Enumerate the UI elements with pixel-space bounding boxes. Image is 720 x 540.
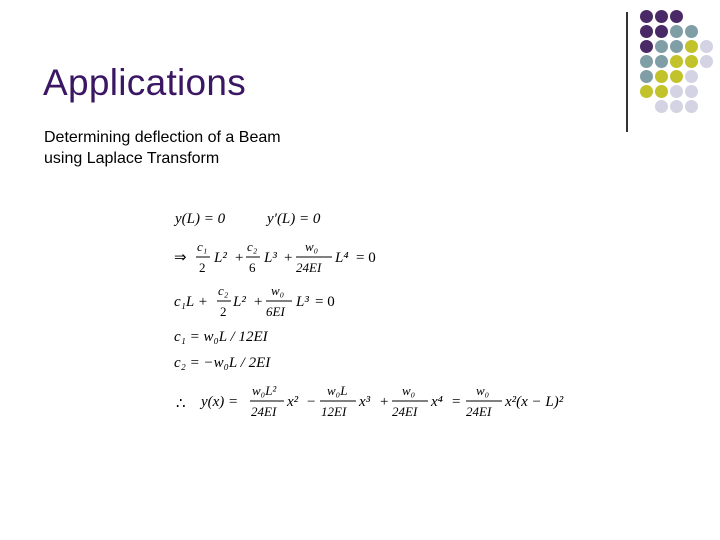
decorative-dot bbox=[640, 10, 653, 23]
term-variable: L³ bbox=[264, 250, 277, 266]
decorative-dot bbox=[655, 40, 668, 53]
equals-zero: = 0 bbox=[315, 294, 335, 310]
decorative-dot bbox=[670, 55, 683, 68]
fraction-denominator: 6 bbox=[249, 260, 256, 275]
term-variable: x² bbox=[287, 394, 299, 410]
implies-symbol: ⇒ bbox=[174, 250, 187, 266]
decorative-dot bbox=[655, 55, 668, 68]
decorative-dot bbox=[640, 70, 653, 83]
term-variable: x³ bbox=[359, 394, 371, 410]
decorative-dot bbox=[670, 70, 683, 83]
operator: + bbox=[380, 394, 389, 410]
boundary-condition-y-prime: y′(L) = 0 bbox=[267, 211, 321, 227]
term-variable: x⁴ bbox=[431, 394, 443, 410]
equation-line-5: c₂ = −w₀L / 2EI bbox=[174, 355, 271, 371]
operator: − bbox=[307, 394, 316, 410]
fraction-denominator: 2 bbox=[199, 260, 206, 275]
fraction-numerator: w₀L bbox=[327, 383, 348, 398]
decorative-dot bbox=[640, 55, 653, 68]
decorative-vertical-line bbox=[626, 12, 628, 132]
operator: + bbox=[254, 294, 263, 310]
decorative-dot bbox=[670, 10, 683, 23]
equation-line-2 bbox=[174, 239, 376, 275]
fraction-denominator: 24EI bbox=[392, 404, 418, 419]
fraction-numerator: w₀L² bbox=[252, 383, 277, 398]
boundary-condition-y: y(L) = 0 bbox=[175, 211, 226, 227]
decorative-dot bbox=[700, 55, 713, 68]
equals-zero: = 0 bbox=[356, 250, 376, 266]
decorative-dot bbox=[685, 55, 698, 68]
equation-line-4: c₁ = w₀L / 12EI bbox=[174, 329, 268, 345]
equals-sign: = bbox=[452, 394, 461, 410]
fraction-numerator: w₀ bbox=[305, 239, 319, 254]
decorative-dot bbox=[685, 100, 698, 113]
decorative-dot bbox=[685, 85, 698, 98]
equation-block bbox=[170, 198, 600, 428]
term-variable: L² bbox=[214, 250, 227, 266]
fraction-denominator: 24EI bbox=[251, 404, 277, 419]
decorative-dot bbox=[640, 85, 653, 98]
slide-subtitle bbox=[44, 127, 364, 169]
decorative-dot bbox=[700, 40, 713, 53]
decorative-dot bbox=[670, 85, 683, 98]
decorative-dot bbox=[670, 40, 683, 53]
fraction-denominator: 12EI bbox=[321, 404, 347, 419]
subtitle-line-1: Determining deflection of a Beam bbox=[44, 129, 281, 146]
term-variable: x²(x − L)² bbox=[505, 394, 564, 410]
fraction-denominator: 24EI bbox=[466, 404, 492, 419]
fraction-denominator: 6EI bbox=[266, 304, 285, 319]
fraction-numerator: c₂ bbox=[218, 283, 229, 298]
operator: + bbox=[284, 250, 293, 266]
equation-line-6 bbox=[176, 383, 564, 419]
term-variable: L⁴ bbox=[335, 250, 349, 266]
term-variable: L³ bbox=[296, 294, 309, 310]
equation-lhs: y(x) = bbox=[201, 394, 239, 410]
decorative-dot bbox=[670, 25, 683, 38]
decorative-dot bbox=[685, 70, 698, 83]
decorative-dot bbox=[685, 25, 698, 38]
decorative-dot bbox=[655, 10, 668, 23]
decorative-dot bbox=[655, 70, 668, 83]
fraction-numerator: w₀ bbox=[402, 383, 416, 398]
operator: + bbox=[235, 250, 244, 266]
slide-title: Applications bbox=[43, 62, 247, 103]
fraction-numerator: w₀ bbox=[476, 383, 490, 398]
therefore-symbol: ∴ bbox=[176, 396, 186, 412]
equation-line-1 bbox=[173, 211, 321, 227]
decorative-dot bbox=[655, 85, 668, 98]
decorative-dot bbox=[655, 100, 668, 113]
decorative-dot bbox=[670, 100, 683, 113]
fraction-denominator: 24EI bbox=[296, 260, 322, 275]
fraction-denominator: 2 bbox=[220, 304, 227, 319]
term-variable: L² bbox=[233, 294, 246, 310]
fraction-numerator: c₁ bbox=[197, 239, 208, 254]
equation-line-3 bbox=[174, 283, 335, 319]
decorative-dot bbox=[655, 25, 668, 38]
decorative-dot bbox=[640, 25, 653, 38]
subtitle-line-2: using Laplace Transform bbox=[44, 150, 220, 167]
fraction-numerator: c₂ bbox=[247, 239, 258, 254]
decorative-dot bbox=[640, 40, 653, 53]
term-lead: c₁L + bbox=[174, 294, 208, 310]
decorative-dot bbox=[685, 40, 698, 53]
fraction-numerator: w₀ bbox=[271, 283, 285, 298]
